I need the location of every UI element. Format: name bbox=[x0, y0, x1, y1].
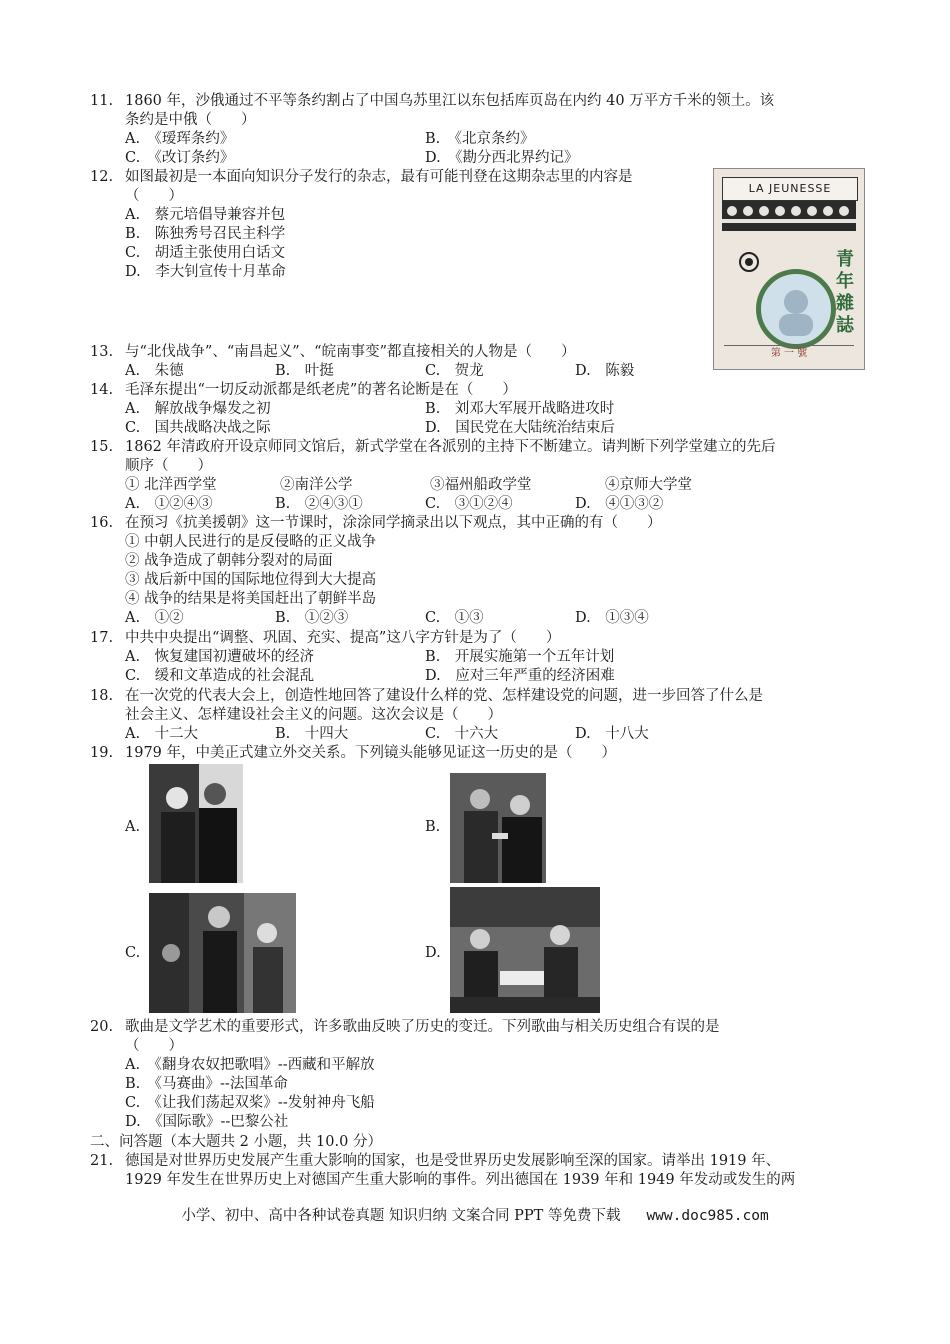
photo-d bbox=[450, 887, 600, 1013]
question-text: 在预习《抗美援朝》这一节课时，涂涂同学摘录出以下观点，其中正确的有（ ） bbox=[125, 515, 662, 531]
option-c: C. 国共战略决战之际 bbox=[125, 420, 271, 436]
question-text: 1929 年发生在世界历史上对德国产生重大影响的事件。列出德国在 1939 年和 1949 年发动或发生的两 bbox=[125, 1172, 796, 1188]
option-b: B. 陈独秀号召民主科学 bbox=[125, 226, 286, 242]
option-d: D. 李大钊宣传十月革命 bbox=[125, 264, 286, 280]
option-b: B. 《马赛曲》--法国革命 bbox=[125, 1076, 288, 1092]
question-number: 11. bbox=[90, 93, 114, 109]
option-b: B. 《北京条约》 bbox=[425, 131, 535, 147]
option-d: D. ④①③② bbox=[575, 496, 664, 512]
item-1: ① 中朝人民进行的是反侵略的正义战争 bbox=[125, 534, 377, 550]
option-c: C. 十六大 bbox=[425, 726, 499, 742]
question-text: 条约是中俄（ ） bbox=[125, 112, 256, 128]
option-a: A. 《翻身农奴把歌唱》--西藏和平解放 bbox=[125, 1057, 375, 1073]
option-b: B. ②④③① bbox=[275, 496, 363, 512]
emblem-icon bbox=[738, 251, 760, 273]
vertical-title: 青年雜誌 bbox=[836, 249, 854, 336]
question-text: 如图最初是一本面向知识分子发行的杂志，最有可能刊登在这期杂志里的内容是 bbox=[125, 169, 633, 185]
question-text: 1860 年，沙俄通过不平等条约割占了中国乌苏里江以东包括库页岛在内约 40 万平方千米的领土。该 bbox=[125, 93, 775, 109]
question-text: 1862 年清政府开设京师同文馆后，新式学堂在各派别的主持下不断建立。请判断下列学堂建立的先后 bbox=[125, 439, 776, 455]
option-c: C. 贺龙 bbox=[425, 363, 484, 379]
item-2: ② 战争造成了朝韩分裂对的局面 bbox=[125, 553, 333, 569]
option-a: A. bbox=[125, 819, 141, 835]
option-a: A. 《瑷珲条约》 bbox=[125, 131, 235, 147]
question-14 bbox=[90, 381, 870, 438]
option-c: C. 胡适主张使用白话文 bbox=[125, 245, 286, 261]
photo-a bbox=[149, 764, 243, 883]
item-4: ④京师大学堂 bbox=[605, 477, 692, 493]
option-b: B. ①②③ bbox=[275, 610, 349, 626]
question-11 bbox=[90, 92, 870, 168]
item-1: ① 北洋西学堂 bbox=[125, 477, 217, 493]
option-d: D. 应对三年严重的经济困难 bbox=[425, 668, 615, 684]
option-a: A. 解放战争爆发之初 bbox=[125, 401, 271, 417]
footer-text: 小学、初中、高中各种试卷真题 知识归纳 文案合同 PPT 等免费下载 bbox=[181, 1208, 621, 1224]
option-c: C. ③①②④ bbox=[425, 496, 513, 512]
question-number: 18. bbox=[90, 688, 114, 704]
magazine-cover-image bbox=[713, 168, 865, 370]
question-text: 歌曲是文学艺术的重要形式，许多歌曲反映了历史的变迁。下列歌曲与相关历史组合有误的是 bbox=[125, 1019, 720, 1035]
option-a: A. 恢复建国初遭破坏的经济 bbox=[125, 649, 315, 665]
question-17 bbox=[90, 629, 870, 686]
option-c: C. ①③ bbox=[425, 610, 484, 626]
question-number: 16. bbox=[90, 515, 114, 531]
item-3: ③ 战后新中国的国际地位得到大大提高 bbox=[125, 572, 377, 588]
question-number: 15. bbox=[90, 439, 114, 455]
photo-c bbox=[149, 893, 296, 1013]
option-a: A. 蔡元培倡导兼容并包 bbox=[125, 207, 286, 223]
option-c: C. 缓和文革造成的社会混乱 bbox=[125, 668, 315, 684]
question-text: 在一次党的代表大会上，创造性地回答了建设什么样的党、怎样建设党的问题，进一步回答了什么是 bbox=[125, 688, 763, 704]
question-18 bbox=[90, 687, 870, 744]
option-b: B. bbox=[425, 819, 441, 835]
option-c: C. 《让我们荡起双桨》--发射神舟飞船 bbox=[125, 1095, 375, 1111]
bottom-band: 第 一 號 bbox=[724, 345, 854, 362]
question-number: 20. bbox=[90, 1019, 114, 1035]
question-15 bbox=[90, 438, 870, 514]
option-a: A. ①②④③ bbox=[125, 496, 213, 512]
option-d: D. 国民党在大陆统治结束后 bbox=[425, 420, 615, 436]
question-text: （ ） bbox=[125, 188, 183, 204]
option-a: A. 朱德 bbox=[125, 363, 184, 379]
question-text: 顺序（ ） bbox=[125, 458, 212, 474]
question-text: （ ） bbox=[125, 1038, 183, 1054]
question-text: 德国是对世界历史发展产生重大影响的国家，也是受世界历史发展影响至深的国家。请举出 1919 年、 bbox=[125, 1153, 781, 1169]
question-text: 中共中央提出“调整、巩固、充实、提高”这八字方针是为了（ ） bbox=[125, 630, 561, 646]
question-20 bbox=[90, 1018, 870, 1132]
option-c: C. bbox=[125, 945, 141, 961]
option-c: C. 《改订条约》 bbox=[125, 150, 235, 166]
question-text: 与“北伐战争”、“南昌起义”、“皖南事变”都直接相关的人物是（ ） bbox=[125, 344, 576, 360]
option-d: D. bbox=[425, 945, 441, 961]
option-a: A. 十二大 bbox=[125, 726, 199, 742]
question-21 bbox=[90, 1152, 870, 1190]
masthead: LA JEUNESSE bbox=[722, 177, 858, 201]
question-number: 21. bbox=[90, 1153, 114, 1169]
section-heading: 二、问答题（本大题共 2 小题，共 10.0 分） bbox=[90, 1134, 382, 1150]
option-b: B. 开展实施第一个五年计划 bbox=[425, 649, 615, 665]
footer-url[interactable]: www.doc985.com bbox=[646, 1208, 769, 1224]
question-text: 社会主义、怎样建设社会主义的问题。这次会议是（ ） bbox=[125, 707, 502, 723]
item-3: ③福州船政学堂 bbox=[430, 477, 532, 493]
option-b: B. 刘邓大军展开战略进攻时 bbox=[425, 401, 615, 417]
question-text: 1979 年，中美正式建立外交关系。下列镜头能够见证这一历史的是（ ） bbox=[125, 745, 617, 761]
option-d: D. ①③④ bbox=[575, 610, 649, 626]
item-2: ②南洋公学 bbox=[280, 477, 353, 493]
question-number: 14. bbox=[90, 382, 114, 398]
question-19 bbox=[90, 744, 870, 763]
question-16 bbox=[90, 514, 870, 628]
question-text: 毛泽东提出“一切反动派都是纸老虎”的著名论断是在（ ） bbox=[125, 382, 517, 398]
option-d: D. 《勘分西北界约记》 bbox=[425, 150, 579, 166]
option-d: D. 陈毅 bbox=[575, 363, 635, 379]
option-b: B. 十四大 bbox=[275, 726, 349, 742]
option-d: D. 《国际歌》--巴黎公社 bbox=[125, 1114, 289, 1130]
question-number: 17. bbox=[90, 630, 114, 646]
question-number: 19. bbox=[90, 745, 114, 761]
footer bbox=[0, 1204, 950, 1225]
question-number: 13. bbox=[90, 344, 114, 360]
portrait-wreath bbox=[756, 269, 836, 349]
photo-b bbox=[450, 773, 546, 883]
question-number: 12. bbox=[90, 169, 114, 185]
option-b: B. 叶挺 bbox=[275, 363, 334, 379]
question-13 bbox=[90, 343, 870, 381]
item-4: ④ 战争的结果是将美国赶出了朝鲜半岛 bbox=[125, 591, 377, 607]
option-d: D. 十八大 bbox=[575, 726, 649, 742]
portrait-band bbox=[722, 201, 856, 231]
option-a: A. ①② bbox=[125, 610, 184, 626]
